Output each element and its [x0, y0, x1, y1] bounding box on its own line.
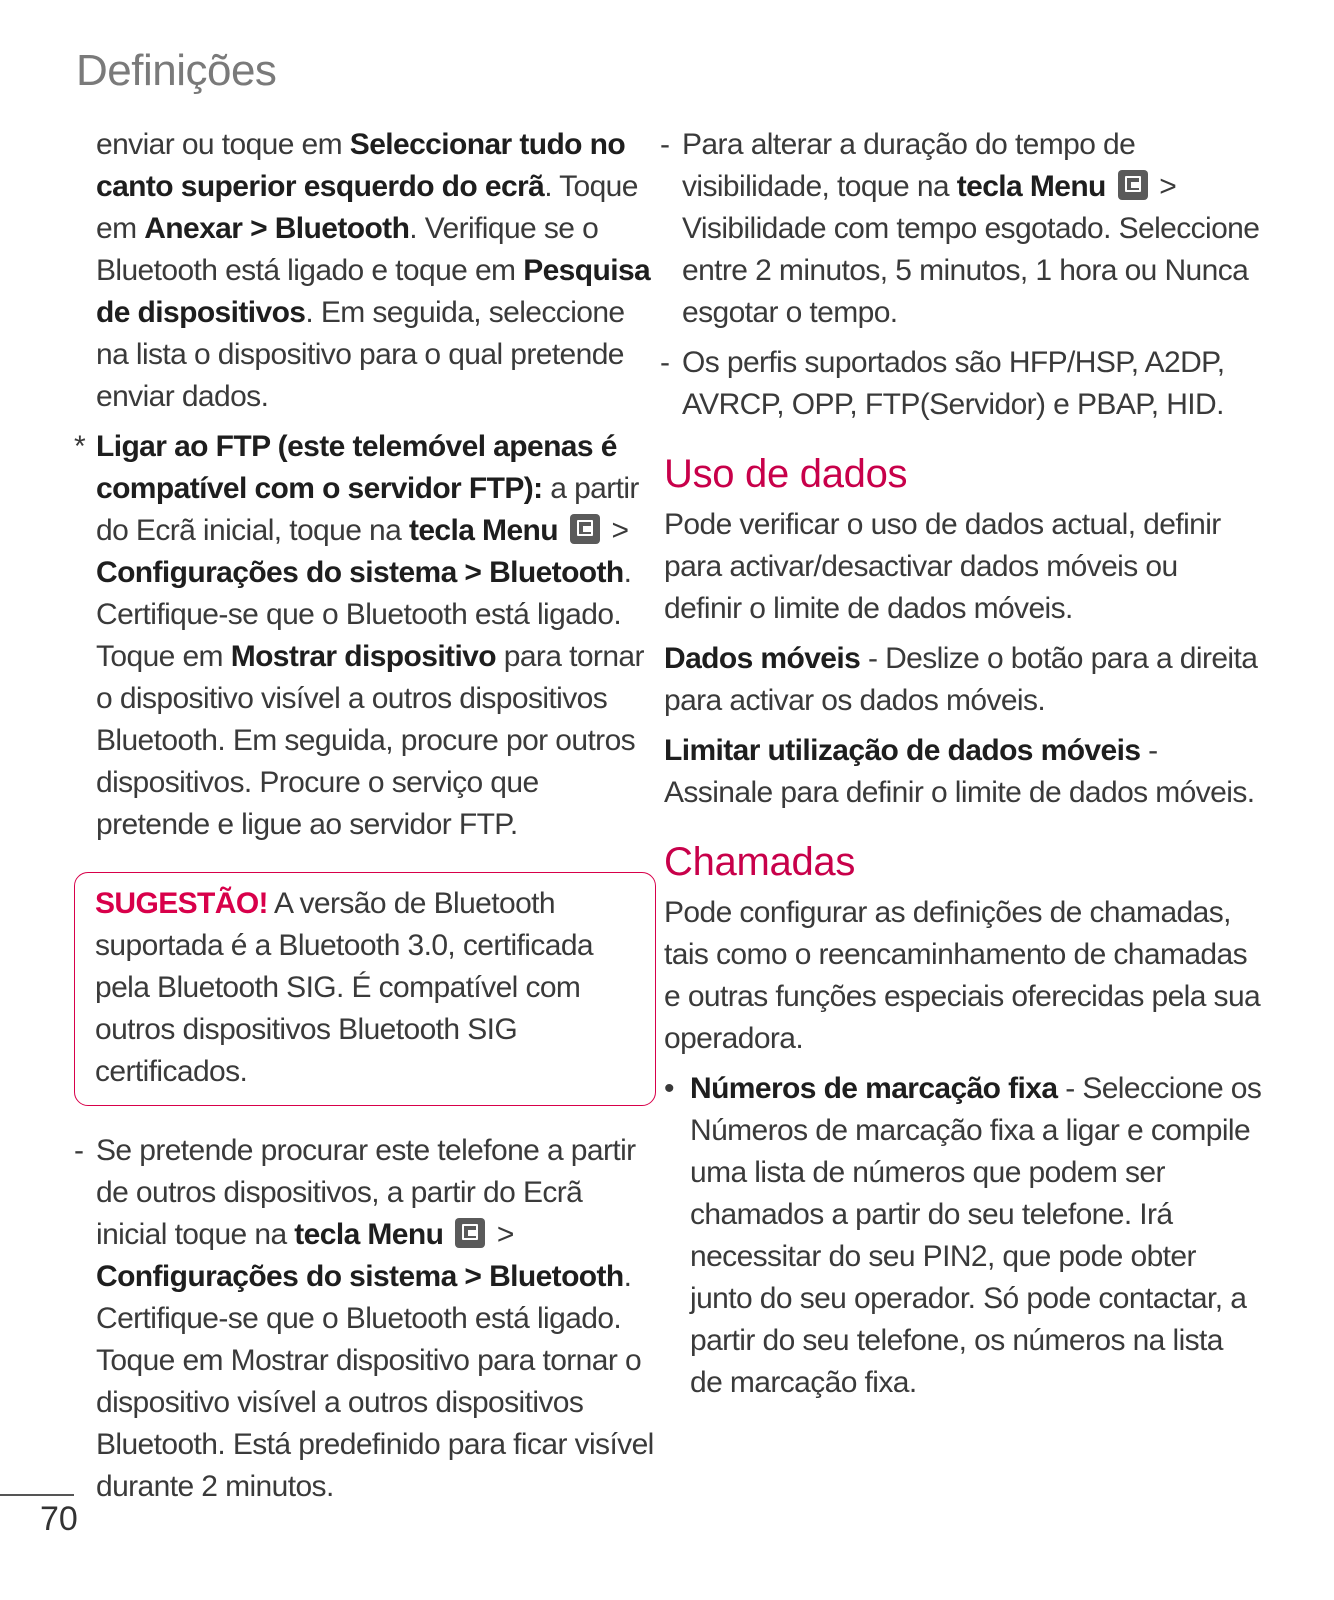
profiles-item: - Os perfis suportados são HFP/HSP, A2DP, AVRCP, OPP, FTP(Servidor) e PBAP, HID. [682, 342, 1262, 426]
tip-box [74, 872, 656, 1106]
calls-intro: Pode configurar as definições de chamadas, tais como o reencaminhamento de chamadas e outras funções especiais oferecidas pela sua operadora. [664, 896, 1261, 1055]
footer-rule [0, 1494, 74, 1496]
menu-key-icon [455, 1218, 485, 1248]
data-usage-intro: Pode verificar o uso de dados actual, definir para activar/desactivar dados móveis ou definir o limite de dados móveis. [664, 508, 1221, 625]
tip-label: SUGESTÃO! [95, 887, 268, 920]
send-instructions-paragraph: enviar ou toque em Seleccionar tudo no canto superior esquerdo do ecrã. Toque em Anexar > Bluetooth. Verifique se o Bluetooth está ligado e toque em Pesquisa de dispositivos. Em seguida, seleccione na lista o dispositivo para o qual pretende enviar dados. [96, 128, 651, 413]
tip-text: A versão de Bluetooth suportada é a Bluetooth 3.0, certificada pela Bluetooth SIG. É compatível com outros dispositivos Bluetooth SIG certificados. [95, 887, 594, 1088]
left-column [74, 124, 656, 1508]
menu-key-icon [570, 514, 600, 544]
page-title: Definições [76, 46, 277, 95]
visibility-timeout-item: - Para alterar a duração do tempo de visibilidade, toque na tecla Menu > Visibilidade com tempo esgotado. Seleccione entre 2 minutos, 5 minutos, 1 hora ou Nunca esgotar o tempo. [682, 124, 1262, 334]
menu-key-icon [1118, 170, 1148, 200]
fixed-dialing-item: • Números de marcação fixa - Seleccione os Números de marcação fixa a ligar e compile uma lista de números que podem ser chamados a partir do seu telefone. Irá necessitar do seu PIN2, que pode obter junto do seu operador. Só pode contactar, a partir do seu telefone, os números na lista de marcação fixa. [664, 1068, 1262, 1404]
data-usage-heading: Uso de dados [664, 452, 908, 496]
ftp-item: * Ligar ao FTP (este telemóvel apenas é compatível com o servidor FTP): a partir do Ecrã inicial, toque na tecla Menu > Configurações do sistema > Bluetooth. Certifique-se que o Bluetooth está ligado. Toque em Mostrar dispositivo para tornar o dispositivo visível a outros dispositivos Bluetooth. Em seguida, procure por outros dispositivos. Procure o serviço que pretende e ligue ao servidor FTP. [96, 426, 656, 846]
search-visibility-item: - Se pretende procurar este telefone a partir de outros dispositivos, a partir do Ecrã inicial toque na tecla Menu > Configurações do sistema > Bluetooth. Certifique-se que o Bluetooth está ligado. Toque em Mostrar dispositivo para tornar o dispositivo visível a outros dispositivos Bluetooth. Está predefinido para ficar visível durante 2 minutos. [96, 1130, 656, 1508]
right-column [660, 124, 1262, 1404]
asterisk-marker: * [74, 430, 86, 463]
bullet-marker: • [664, 1072, 674, 1105]
calls-heading: Chamadas [664, 840, 856, 884]
dash-marker: - [74, 1134, 84, 1167]
dash-marker: - [660, 346, 670, 379]
limit-data-paragraph: Limitar utilização de dados móveis - Assinale para definir o limite de dados móveis. [664, 734, 1255, 809]
dash-marker: - [660, 128, 670, 161]
mobile-data-paragraph: Dados móveis - Deslize o botão para a direita para activar os dados móveis. [664, 642, 1258, 717]
data-usage-section [664, 504, 1262, 1404]
page-number: 70 [40, 1500, 78, 1538]
